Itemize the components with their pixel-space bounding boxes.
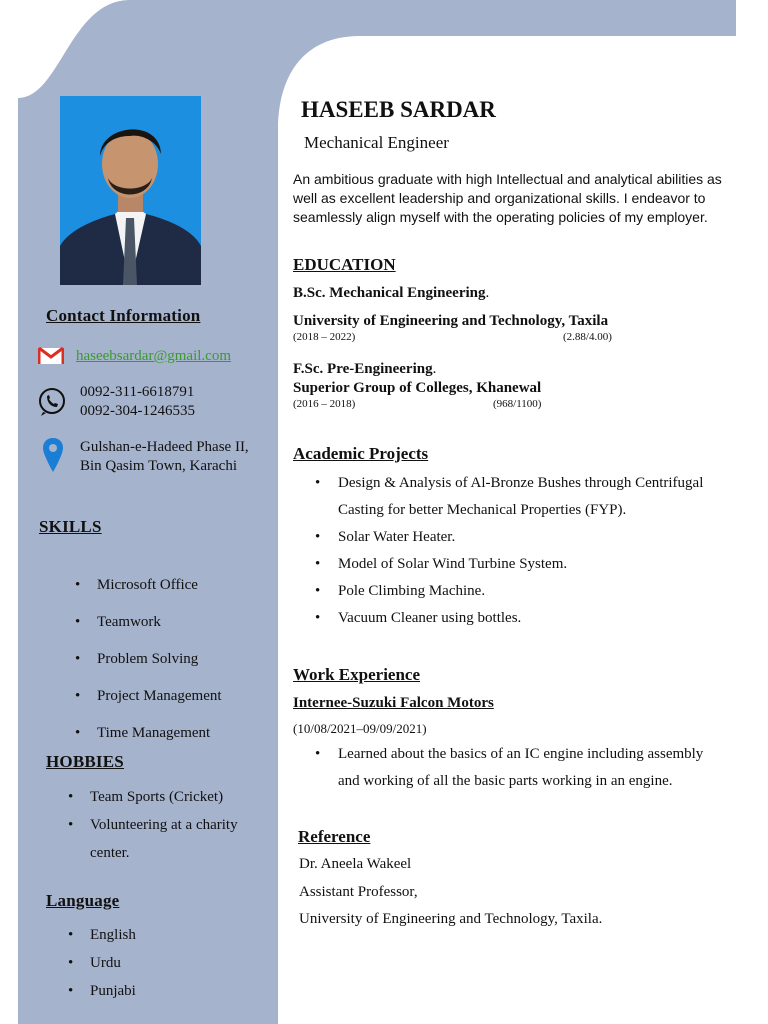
whatsapp-icon [36,386,68,423]
reference-name: Dr. Aneela Wakeel [299,856,412,872]
degree-2-text: F.Sc. Pre-Engineering [293,361,433,377]
years-2: (2016 – 2018) [293,398,356,410]
contact-heading: Contact Information [46,306,201,325]
language-item: • English [68,921,136,949]
phone-1: 0092-311-6618791 [80,384,195,400]
school-2: Superior Group of Colleges, Khanewal [293,380,542,396]
language-item: • Punjabi [68,977,136,1005]
map-pin-icon [42,437,64,478]
reference-heading: Reference [298,827,371,846]
address-line-2: Bin Qasim Town, Karachi [80,458,237,474]
skills-list [75,567,222,752]
skills-heading: SKILLS [39,517,102,536]
education-heading: EDUCATION [293,255,396,274]
project-item: • Solar Water Heater. [293,524,723,551]
grade-2: (968/1100) [493,398,542,410]
reference-position: Assistant Professor, [299,884,418,900]
years-1: (2018 – 2022) [293,331,356,343]
project-item: • Model of Solar Wind Turbine System. [293,551,723,578]
candidate-name: HASEEB SARDAR [301,97,496,122]
hobby-item-continuation-text: center. [90,845,130,861]
skill-item: • Teamwork [75,604,222,641]
phone-2: 0092-304-1246535 [80,403,195,419]
degree-1-text: B.Sc. Mechanical Engineering [293,285,486,301]
skill-item: • Time Management [75,715,222,752]
school-1: University of Engineering and Technology, Taxila [293,313,609,329]
profile-photo [60,96,201,285]
address-line-1: Gulshan-e-Hadeed Phase II, [80,439,249,455]
project-item: • Vacuum Cleaner using bottles. [293,605,723,632]
hobby-item: • Volunteering at a charity [68,811,238,839]
project-item: • Pole Climbing Machine. [293,578,723,605]
projects-list [293,470,723,632]
job-title: Mechanical Engineer [304,133,449,152]
project-item: • Design & Analysis of Al-Bronze Bushes through Centrifugal Casting for better Mechanical Properties (FYP). [293,470,723,524]
work-list [293,741,723,795]
projects-heading: Academic Projects [293,444,429,463]
language-item: • Urdu [68,949,136,977]
gmail-icon [38,346,64,371]
hobbies-heading: HOBBIES [46,752,124,771]
summary-text: An ambitious graduate with high Intellectual and analytical abilities as well as excellent leadership and organizational skills. I endeavor to seamlessly align myself with the operating policies of my employer. [293,171,722,225]
language-list [68,921,136,1005]
degree-1: B.Sc. Mechanical Engineering. [293,285,490,301]
language-heading: Language [46,891,120,910]
work-role: Internee-Suzuki Falcon Motors [293,695,494,711]
work-item: • Learned about the basics of an IC engine including assembly and working of all the basic parts working in an engine. [293,741,723,795]
work-heading: Work Experience [293,665,421,684]
email-link[interactable]: haseebsardar@gmail.com [76,348,232,364]
skill-item: • Microsoft Office [75,567,222,604]
reference-institution: University of Engineering and Technology, Taxila. [299,911,603,927]
hobby-item: • Team Sports (Cricket) [68,783,238,811]
hobbies-list [68,783,238,867]
skill-item: • Project Management [75,678,222,715]
skill-item: • Problem Solving [75,641,222,678]
grade-1: (2.88/4.00) [563,331,612,343]
work-dates: (10/08/2021–09/09/2021) [293,721,427,736]
hobby-item-continuation [68,839,238,867]
degree-2: F.Sc. Pre-Engineering. [293,361,437,377]
